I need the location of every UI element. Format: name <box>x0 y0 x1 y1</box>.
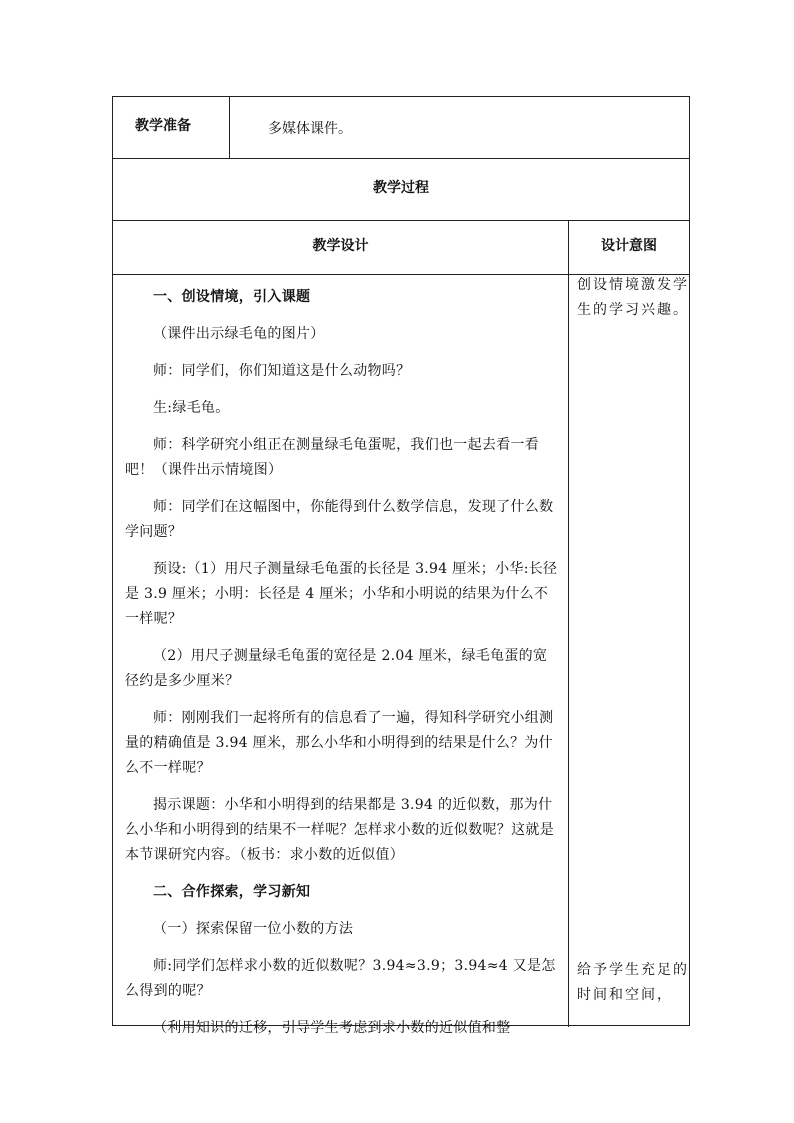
design-column-header: 教学设计 <box>312 238 369 254</box>
intent-note: 创设情境激发学生的学习兴趣。 <box>577 277 689 318</box>
paragraph: 师：刚刚我们一起将所有的信息看了一遍，得知科学研究小组测量的精确值是 3.94 厘米，那么小华和小明得到的结果是什么？为什么不一样呢？ <box>125 710 554 776</box>
lesson-plan-table <box>112 96 690 1036</box>
paragraph: 揭示课题：小华和小明得到的结果都是 3.94 的近似数，那为什么小华和小明得到的结果不一样呢？怎样求小数的近似数呢？这就是本节课研究内容。（板书：求小数的近似值） <box>125 797 554 863</box>
paragraph: 师：同学们，你们知道这是什么动物吗？ <box>153 363 411 379</box>
paragraph: 师：同学们在这幅图中，你能得到什么数学信息，发现了什么数学问题？ <box>125 499 554 540</box>
paragraph: 生:绿毛龟。 <box>153 400 230 416</box>
prep-divider <box>229 97 230 159</box>
intent-column-header: 设计意图 <box>601 238 657 254</box>
paragraph: （一）探索保留一位小数的方法 <box>153 921 354 937</box>
paragraph: （课件出示绿毛龟的图片） <box>153 326 325 342</box>
prep-value: 多媒体课件。 <box>268 121 352 137</box>
section-heading: 一、创设情境，引入课题 <box>153 289 311 305</box>
paragraph: （2）用尺子测量绿毛龟蛋的宽径是 2.04 厘米，绿毛龟蛋的宽径约是多少厘米？ <box>125 648 548 689</box>
paragraph: （利用知识的迁移，引导学生考虑到求小数的近似值和整 <box>153 1020 511 1036</box>
prep-label: 教学准备 <box>135 118 191 134</box>
paragraph: 师:同学们怎样求小数的近似数呢？3.94≈3.9；3.94≈4 又是怎么得到的呢？ <box>125 958 556 999</box>
intent-note: 给予学生充足的时间和空间， <box>577 962 689 1003</box>
design-content <box>125 285 561 1053</box>
process-title-row <box>113 159 689 221</box>
paragraph: 预设:（1）用尺子测量绿毛龟蛋的长径是 3.94 厘米；小华:长径是 3.9 厘米；小明：长径是 4 厘米；小华和小明说的结果为什么不一样呢？ <box>125 561 558 627</box>
paragraph: 师：科学研究小组正在测量绿毛龟蛋呢，我们也一起去看一看吧！（课件出示情境图） <box>125 437 540 478</box>
process-title: 教学过程 <box>373 180 429 196</box>
column-header-row <box>113 221 689 275</box>
prep-row <box>113 97 689 159</box>
section-heading: 二、合作探索，学习新知 <box>153 884 311 900</box>
intent-cell <box>569 275 690 1027</box>
design-cell <box>113 275 568 1036</box>
